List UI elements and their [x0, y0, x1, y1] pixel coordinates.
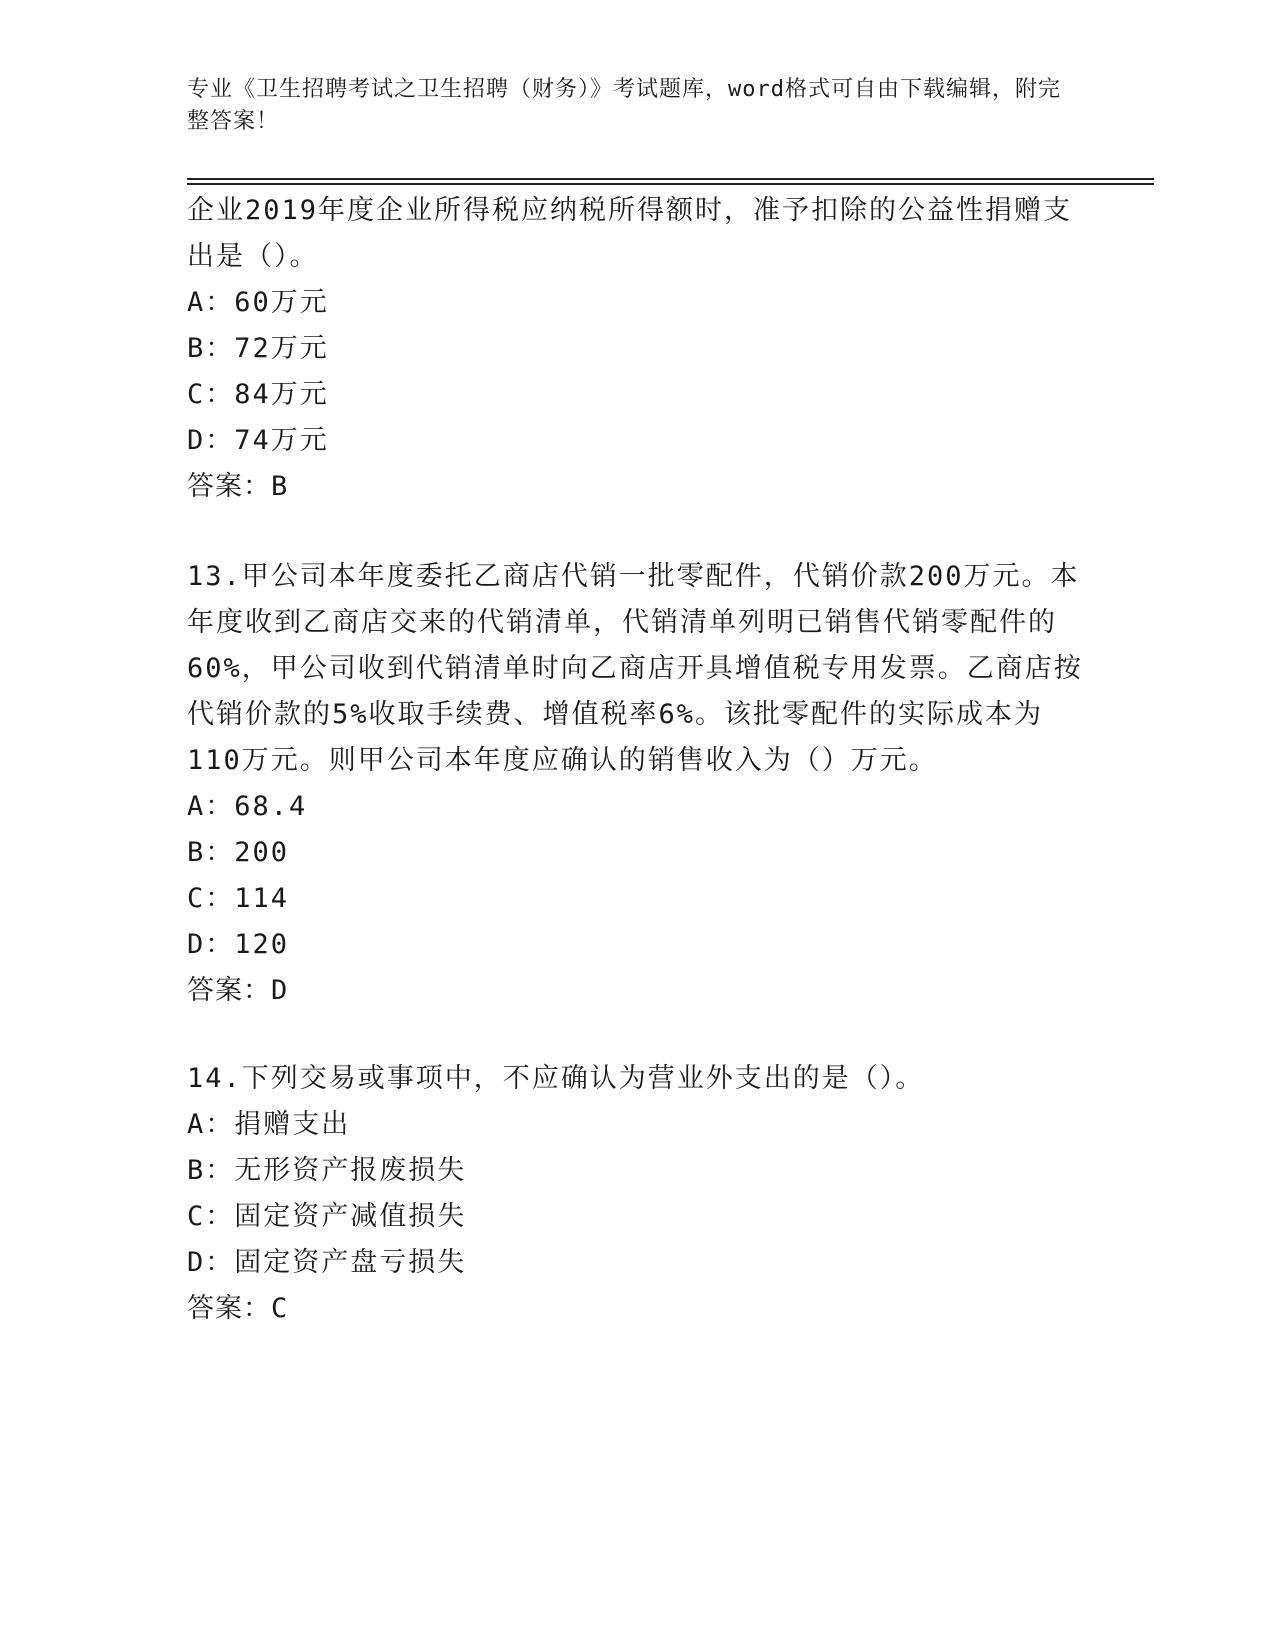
option-b: B：无形资产报废损失 — [187, 1155, 467, 1186]
option-d: D：120 — [187, 929, 290, 960]
option-b: B：200 — [187, 837, 290, 868]
option-d: D：固定资产盘亏损失 — [187, 1247, 467, 1278]
option-a: A：60万元 — [187, 287, 329, 318]
option-a: A：捐赠支出 — [187, 1109, 351, 1140]
option-d: D：74万元 — [187, 425, 329, 456]
answer: 答案：B — [187, 471, 289, 502]
header-divider-bottom — [187, 183, 1154, 185]
document-header: 专业《卫生招聘考试之卫生招聘（财务）》考试题库，word格式可自由下载编辑，附完整答案！ — [187, 77, 1061, 134]
question-stem: 14.下列交易或事项中，不应确认为营业外支出的是（）。 — [187, 1063, 925, 1094]
spacer — [187, 1014, 1087, 1056]
spacer — [187, 510, 1087, 554]
question-list — [187, 188, 1087, 1332]
header-divider-top — [187, 178, 1154, 180]
option-c: C：114 — [187, 883, 290, 914]
option-c: C：固定资产减值损失 — [187, 1201, 467, 1232]
question-12 — [187, 188, 1087, 510]
question-stem: 企业2019年度企业所得税应纳税所得额时，准予扣除的公益性捐赠支出是（）。 — [187, 195, 1073, 272]
answer: 答案：C — [187, 1293, 289, 1324]
option-c: C：84万元 — [187, 379, 329, 410]
question-13 — [187, 554, 1087, 1014]
option-b: B：72万元 — [187, 333, 329, 364]
option-a: A：68.4 — [187, 791, 308, 822]
question-14 — [187, 1056, 1087, 1332]
question-stem: 13.甲公司本年度委托乙商店代销一批零配件，代销价款200万元。本年度收到乙商店交来的代销清单，代销清单列明已销售代销零配件的60%，甲公司收到代销清单时向乙商店开具增值税专用发票。乙商店按代销价款的5%收取手续费、增值税率6%。该批零配件的实际成本为110万元。则甲公司本年度应确认的销售收入为（）万元。 — [187, 561, 1083, 776]
answer: 答案：D — [187, 975, 289, 1006]
